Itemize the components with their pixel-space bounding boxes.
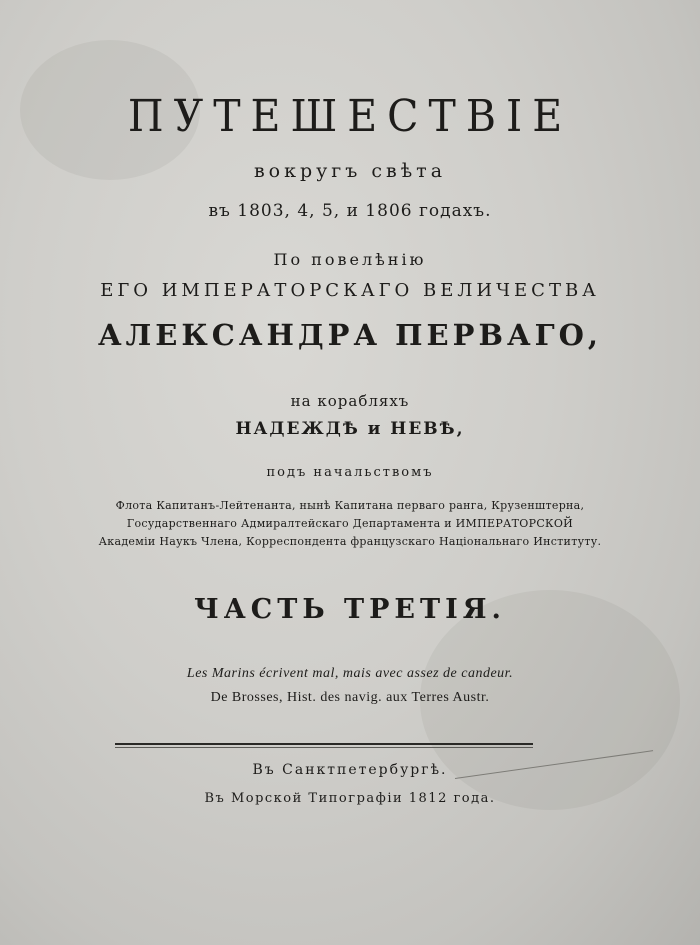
ships-intro: на корабляхъ (290, 392, 410, 410)
command-line: подъ начальствомъ (266, 465, 434, 480)
book-subtitle: вокругъ свѣта (253, 160, 447, 182)
emperor-name: АЛЕКСАНДРА ПЕРВАГО, (98, 318, 602, 352)
ship-names: НАДЕЖДѢ и НЕВѢ, (235, 419, 465, 439)
majesty-line: ЕГО ИМПЕРАТОРСКАГО ВЕЛИЧЕСТВА (100, 280, 600, 301)
commander-line: Академiи Наукъ Члена, Корреспондента французскаго Нацiональнаго Институту. (98, 535, 602, 548)
imprint-press: Въ Морской Типографiи 1812 года. (204, 791, 496, 806)
commander-line: Флота Капитанъ-Лейтенанта, нынѣ Капитана перваго ранга, Крузенштерна, (115, 499, 585, 512)
divider-rule (115, 747, 533, 748)
by-order-line: По повелѣнiю (273, 250, 427, 269)
epigraph: Les Marins écrivent mal, mais avec assez de candeur. (186, 666, 514, 681)
voyage-years: въ 1803, 4, 5, и 1806 годахъ. (208, 201, 492, 221)
book-title: ПУТЕШЕСТВIЕ (127, 90, 573, 142)
epigraph-source: De Brosses, Hist. des navig. aux Terres Austr. (210, 690, 490, 705)
imprint-city: Въ Санктпетербургѣ. (252, 762, 448, 778)
divider-rule (115, 743, 533, 745)
commander-line: Государственнаго Адмиралтейскаго Департамента и ИМПЕРАТОРСКОЙ (126, 517, 574, 530)
part-heading: ЧАСТЬ ТРЕТIЯ. (194, 594, 506, 625)
